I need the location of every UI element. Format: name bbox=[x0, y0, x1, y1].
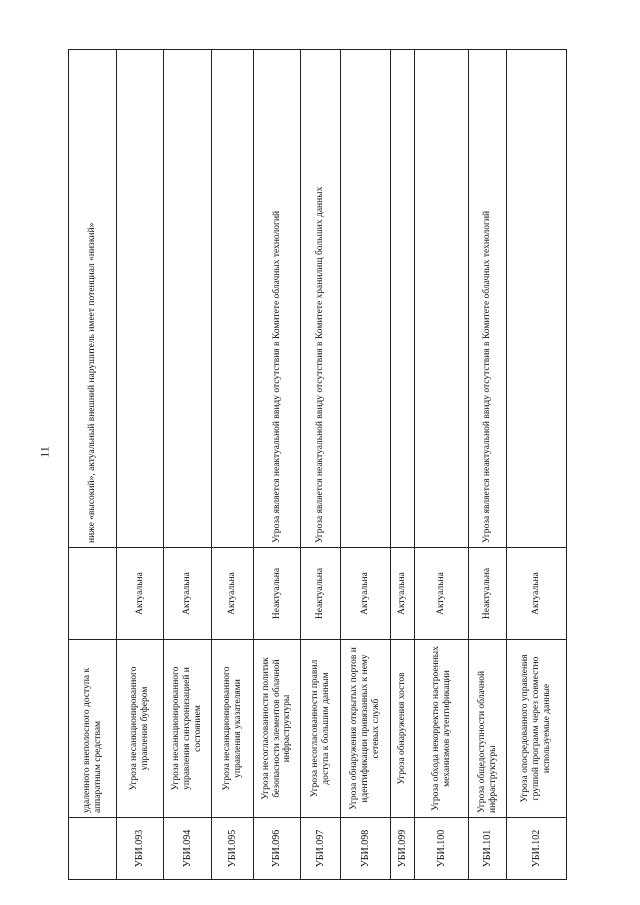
table-row bbox=[469, 50, 507, 880]
table-row bbox=[69, 50, 117, 880]
threat-note bbox=[391, 50, 415, 548]
threat-name: удаленного внеполосного доступа к аппаратным средствам bbox=[69, 640, 117, 818]
threat-status: Актуальна bbox=[391, 548, 415, 640]
table-row bbox=[117, 50, 164, 880]
threat-note: Угроза является неактуальной ввиду отсутствия в Комитете облачных технологий bbox=[469, 50, 507, 548]
threat-code bbox=[69, 818, 117, 880]
threat-status: Актуальна bbox=[212, 548, 254, 640]
threat-code: УБИ.093 bbox=[117, 818, 164, 880]
threat-note bbox=[212, 50, 254, 548]
threat-note bbox=[117, 50, 164, 548]
threat-table bbox=[68, 49, 567, 880]
rotated-table-container bbox=[68, 50, 552, 880]
table-row bbox=[415, 50, 469, 880]
threat-status: Актуальна bbox=[117, 548, 164, 640]
threat-name: Угроза несогласованности политик безопасности элементов облачной инфраструктуры bbox=[254, 640, 301, 818]
threat-code: УБИ.099 bbox=[391, 818, 415, 880]
threat-note: Угроза является неактуальной ввиду отсутствия в Комитете облачных технологий bbox=[254, 50, 301, 548]
threat-name: Угроза обнаружения хостов bbox=[391, 640, 415, 818]
threat-status bbox=[69, 548, 117, 640]
threat-status: Неактуальна bbox=[301, 548, 341, 640]
table-row bbox=[254, 50, 301, 880]
threat-code: УБИ.100 bbox=[415, 818, 469, 880]
threat-code: УБИ.095 bbox=[212, 818, 254, 880]
threat-code: УБИ.101 bbox=[469, 818, 507, 880]
threat-note bbox=[164, 50, 212, 548]
table-row bbox=[301, 50, 341, 880]
threat-name: Угроза общедоступности облачной инфраструктуры bbox=[469, 640, 507, 818]
threat-name: Угроза несанкционированного управления синхронизацией и состоянием bbox=[164, 640, 212, 818]
threat-name: Угроза обхода некорректно настроенных механизмов аутентификации bbox=[415, 640, 469, 818]
threat-status: Неактуальна bbox=[254, 548, 301, 640]
table-row bbox=[212, 50, 254, 880]
threat-note bbox=[415, 50, 469, 548]
table-row bbox=[164, 50, 212, 880]
table-row bbox=[341, 50, 391, 880]
threat-name: Угроза несогласованности правил доступа к большим данным bbox=[301, 640, 341, 818]
page-number: 11 bbox=[37, 446, 52, 458]
threat-code: УБИ.096 bbox=[254, 818, 301, 880]
threat-code: УБИ.098 bbox=[341, 818, 391, 880]
threat-code: УБИ.094 bbox=[164, 818, 212, 880]
threat-name: Угроза опосредованного управления группой программ через совместно используемые данные bbox=[507, 640, 567, 818]
table-row bbox=[507, 50, 567, 880]
threat-status: Актуальна bbox=[341, 548, 391, 640]
threat-status: Актуальна bbox=[507, 548, 567, 640]
threat-note: ниже «высокий», актуальный внешний нарушитель имеет потенциал «низкий» bbox=[69, 50, 117, 548]
threat-name: Угроза несанкционированного управления указателями bbox=[212, 640, 254, 818]
threat-note bbox=[341, 50, 391, 548]
threat-note: Угроза является неактуальной ввиду отсутствия в Комитете хранилищ больших данных bbox=[301, 50, 341, 548]
threat-status: Актуальна bbox=[415, 548, 469, 640]
threat-code: УБИ.097 bbox=[301, 818, 341, 880]
threat-code: УБИ.102 bbox=[507, 818, 567, 880]
table-row bbox=[391, 50, 415, 880]
threat-name: Угроза несанкционированного управления буфером bbox=[117, 640, 164, 818]
threat-status: Актуальна bbox=[164, 548, 212, 640]
threat-note bbox=[507, 50, 567, 548]
threat-name: Угроза обнаружения открытых портов и идентификации привязанных к нему сетевых служб bbox=[341, 640, 391, 818]
threat-status: Неактуальна bbox=[469, 548, 507, 640]
